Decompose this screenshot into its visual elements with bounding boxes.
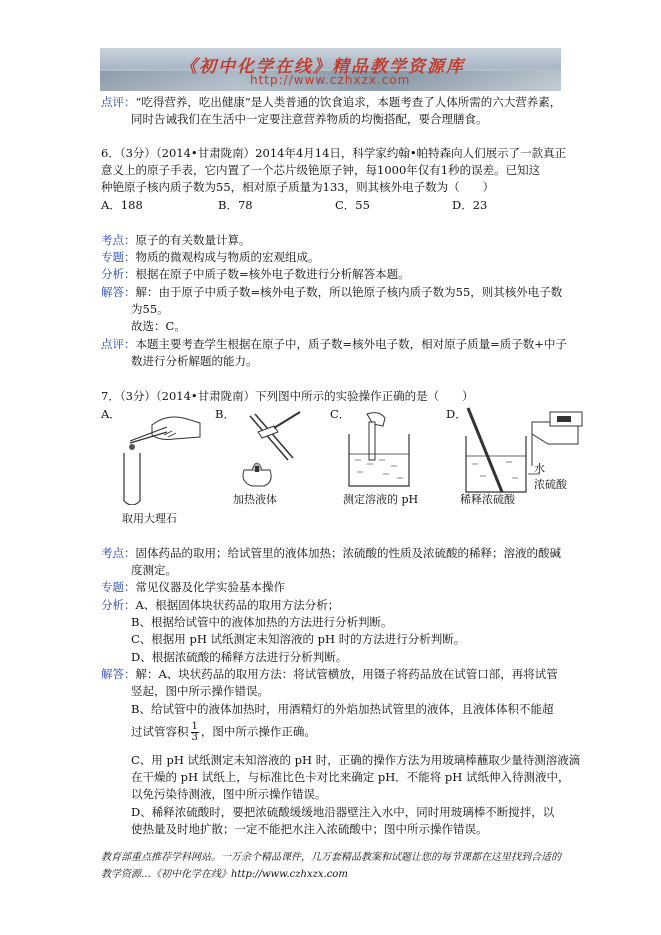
fraction-one-third: $\frac{1}{3}$	[191, 721, 198, 743]
q7-jieda-c2: 在干燥的 pH 试纸上，与标准比色卡对比来确定 pH．不能将 pH 试纸伸入待测液中，	[131, 770, 570, 784]
label-water: 水	[534, 462, 545, 475]
q7-fenxi-d: D、根据浓硫酸的稀释方法进行分析判断。	[131, 650, 348, 664]
q7-jieda-b2: 过试管容积 $\frac{1}{3}$ ，图中所示操作正确。	[131, 721, 316, 743]
caption-c: 测定溶液的 pH	[343, 493, 419, 506]
figure-c-measuring-ph	[343, 412, 423, 490]
q7-jieda-b1: B、给试管中的液体加热时，用酒精灯的外焰加热试管里的液体，且液体体积不能超	[131, 702, 554, 716]
footer-line1: 教育部重点推荐学科网站。一万余个精品课件，几万套精品教案和试题让您的每节课都在这里找到合适的	[101, 852, 561, 863]
q7-kaodian: 考点：固体药品的取用；给试管里的液体加热；浓硫酸的性质及浓硫酸的稀释；溶液的酸碱	[101, 546, 561, 560]
q6-option-b: B．78	[218, 198, 253, 212]
q5-comment-line2: 同时告诫我们在生活中一定要注意营养物质的均衡搭配，要合理膳食。	[131, 112, 488, 126]
q6-zhuanti: 专题：物质的微观构成与物质的宏观组成。	[101, 250, 320, 264]
q6-fenxi: 分析：根据在原子中质子数=核外电子数进行分析解答本题。	[101, 267, 410, 281]
q6-stem-2: 意义上的原子手表，它内置了一个芯片级铯原子钟，每1000年仅有1秒的误差。已知这	[101, 163, 541, 177]
q7-fenxi-c: C、根据用 pH 试纸测定未知溶液的 pH 时的方法进行分析判断。	[131, 632, 466, 646]
q7-stem: 7．（3分）（2014•甘肃陇南）下列图中所示的实验操作正确的是（ ）	[101, 389, 474, 403]
q7-jieda-a2: 竖起，图中所示操作错误。	[131, 684, 269, 698]
caption-b: 加热液体	[233, 493, 277, 506]
q6-option-a: A．188	[101, 198, 143, 212]
banner-url[interactable]: http://www.czhxzx.com	[250, 73, 411, 87]
fig-label-d: D．	[446, 407, 467, 421]
header-banner	[100, 48, 561, 91]
q6-kaodian: 考点：原子的有关数量计算。	[101, 233, 251, 247]
page-footer	[101, 849, 561, 883]
q6-jieda-2: 为55。	[131, 302, 169, 316]
caption-a: 取用大理石	[122, 512, 177, 525]
q6-dianping: 点评：本题主要考查学生根据在原子中，质子数=核外电子数，相对原子质量=质子数+中子	[101, 337, 567, 351]
q7-jieda-d1: D、稀释浓硫酸时，要把浓硫酸缓缓地沿器壁注入水中，同时用玻璃棒不断搅拌，以	[131, 805, 555, 819]
q6-option-c: C．55	[335, 198, 370, 212]
q6-dianping-2: 数进行分析解题的能力。	[131, 354, 258, 368]
q5-comment-line1: 点评：“吃得营养，吃出健康”是人类普通的饮食追求，本题考查了人体所需的六大营养素，	[101, 95, 562, 109]
q6-stem-1: 6．（3分）（2014•甘肃陇南）2014年4月14日，科学家约翰•帕特森向人们展示了一款真正	[101, 146, 567, 160]
fig-label-b: B．	[215, 407, 235, 421]
footer-line2: 教学资源…《初中化学在线》http://www.czhxzx.com	[101, 869, 348, 880]
q7-jieda-d2: 使热量及时地扩散；一定不能把水注入浓硫酸中；图中所示操作错误。	[131, 822, 488, 836]
q7-fenxi: 分析：A、根据固体块状药品的取用方法分析；	[101, 598, 340, 612]
caption-d: 稀释浓硫酸	[460, 493, 515, 506]
q6-options	[101, 197, 569, 214]
q6-answer: 故选：C。	[131, 319, 186, 333]
q7-jieda-c3: 以免污染待测液，图中所示操作错误。	[131, 787, 327, 801]
q6-stem-3: 种铯原子核内质子数为55，相对原子质量为133，则其核外电子数为（ ）	[101, 180, 495, 194]
q7-jieda-a1: 解答：解：A、块状药品的取用方法：将试管横放，用镊子将药品放在试管口部，再将试管	[101, 667, 558, 681]
figure-a-taking-marble	[112, 405, 202, 505]
q7-kaodian-2: 度测定。	[131, 563, 177, 577]
q7-zhuanti: 专题：常见仪器及化学实验基本操作	[101, 580, 285, 594]
q7-fenxi-b: B、根据给试管中的液体加热的方法进行分析判断。	[131, 615, 393, 629]
q7-jieda-c1: C、用 pH 试纸测定未知溶液的 pH 时，正确的操作方法为用玻璃棒蘸取少量待测溶液滴	[131, 753, 581, 767]
banner-title: 《初中化学在线》精品教学资源库	[180, 57, 465, 77]
fig-label-a: A．	[101, 407, 121, 421]
figure-b-heating-liquid	[230, 408, 310, 488]
q6-jieda: 解答：解：由于原子中质子数=核外电子数，所以铯原子核内质子数为55，则其核外电子数	[101, 285, 563, 299]
q6-option-d: D．23	[452, 198, 488, 212]
fig-label-c: C．	[330, 407, 351, 421]
label-concentrated-acid: 浓硫酸	[534, 478, 567, 491]
